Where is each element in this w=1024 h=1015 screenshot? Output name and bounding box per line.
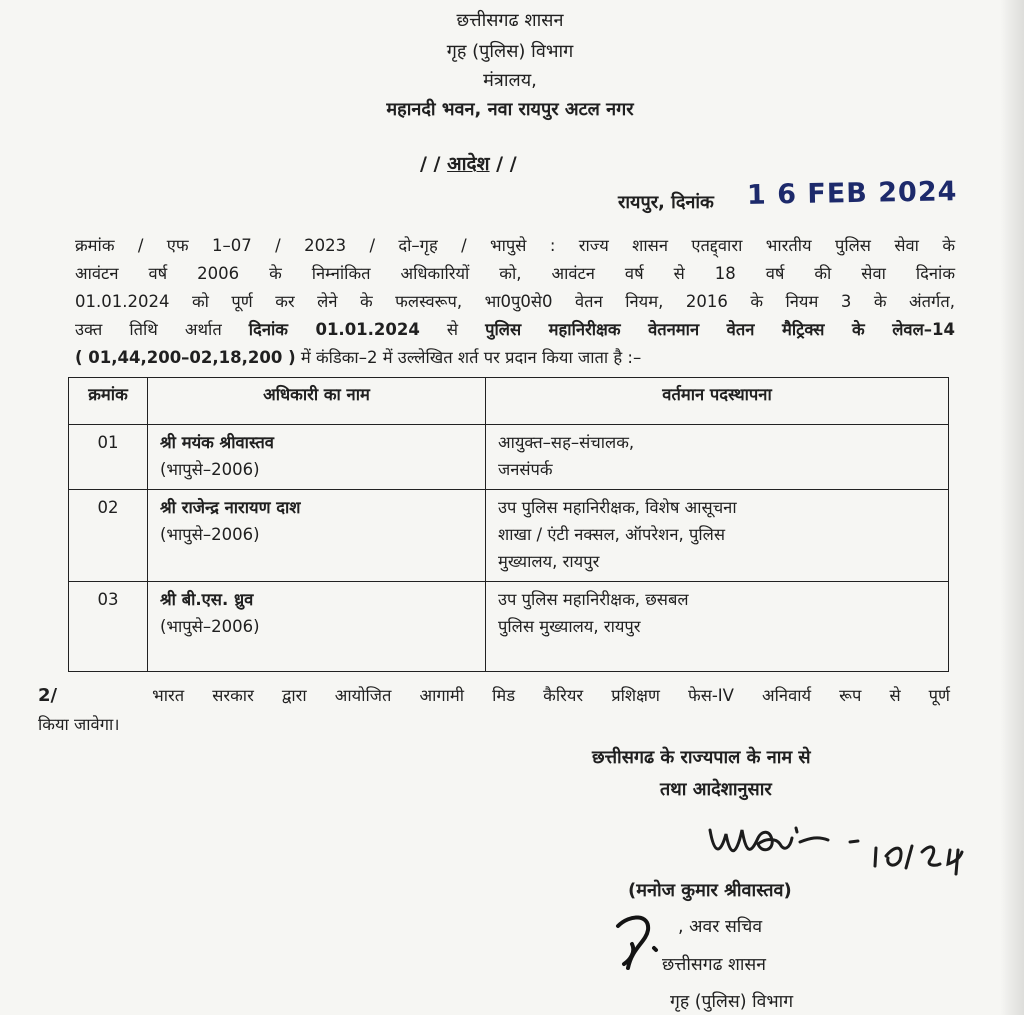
handwritten-signature [700, 808, 1000, 878]
para2-number: 2/ [38, 685, 58, 706]
page-edge-shadow [1000, 0, 1024, 1015]
table-row [69, 582, 949, 672]
header-department: गृह (पुलिस) विभाग [446, 41, 574, 62]
header-ministry: मंत्रालय, [483, 70, 537, 91]
row-serial: 01 [69, 425, 148, 490]
posting-line-3: मुख्यालय, रायपुर [498, 552, 600, 571]
para1-line-5 [75, 344, 955, 372]
para1-line-1: क्रमांक / एफ 1–07 / 2023 / दो–गृह / भापुसे : राज्य शासन एतद्द्वारा भारतीय पुलिस सेवा के [75, 236, 955, 255]
para1-pay-range: ( 01,44,200–02,18,200 ) [75, 348, 296, 367]
officer-service: (भापुसे–2006) [160, 617, 260, 636]
posting-line-1: आयुक्त–सह–संचालक, [498, 433, 635, 452]
officer-name: श्री बी.एस. ध्रुव [160, 590, 254, 609]
row-serial: 02 [69, 490, 148, 582]
posting-line-2: पुलिस मुख्यालय, रायपुर [498, 617, 641, 636]
signatory-name: (मनोज कुमार श्रीवास्तव) [628, 880, 792, 901]
table-header-row [69, 378, 949, 425]
initials-mark [610, 908, 670, 978]
para1-l5-text: में कंडिका–2 में उल्लेखित शर्त पर प्रदान किया जाता है :– [295, 348, 642, 367]
officer-service: (भापुसे–2006) [160, 525, 260, 544]
place-date-label: रायपुर, दिनांक [618, 192, 714, 213]
table-row [69, 490, 949, 582]
para2-line-2: किया जावेगा। [38, 715, 120, 734]
para1-effective-date: दिनांक 01.01.2024 [248, 320, 420, 339]
para1-line-3: 01.01.2024 को पूर्ण कर लेने के फलस्वरूप, भा0पु0से0 वेतन नियम, 2016 के नियम 3 के अंतर्गत, [75, 292, 955, 311]
order-title [420, 150, 517, 176]
row-posting [486, 490, 949, 582]
para1-pay-level: पुलिस महानिरीक्षक वेतनमान वेतन मैट्रिक्स के लेवल–14 [485, 320, 955, 339]
para2-text: भारत सरकार द्वारा आयोजित आगामी मिड कैरियर प्रशिक्षण फेस-IV अनिवार्य रूप से पूर्ण [152, 686, 950, 705]
para1-l4-text: उक्त तिथि अर्थात [75, 320, 249, 339]
order-title-prefix: / / [420, 153, 448, 175]
signatory-department: गृह (पुलिस) विभाग [670, 992, 794, 1012]
row-officer [148, 425, 486, 490]
posting-line-1: उप पुलिस महानिरीक्षक, विशेष आसूचना [498, 498, 737, 517]
signature-order-line: तथा आदेशानुसार [660, 779, 772, 800]
signature-authority-line: छत्तीसगढ के राज्यपाल के नाम से [592, 747, 811, 768]
posting-line-2: शाखा / एंटी नक्सल, ऑपरेशन, पुलिस [498, 525, 726, 544]
posting-line-2: जनसंपर्क [498, 460, 553, 479]
header-government: छत्तीसगढ शासन [456, 10, 564, 31]
date-stamp: 1 6 FEB 2024 [746, 176, 958, 211]
officer-name: श्री राजेन्द्र नारायण दाश [160, 498, 301, 517]
signatory-designation: , अवर सचिव [678, 917, 763, 937]
para1-l4-joiner: से [419, 320, 486, 339]
col-header-posting: वर्तमान पदस्थापना [486, 378, 949, 425]
table-row [69, 425, 949, 490]
order-paragraph-1 [75, 232, 955, 372]
officers-table [68, 377, 949, 672]
row-posting [486, 425, 949, 490]
para2-line-1 [38, 681, 950, 710]
col-header-serial: क्रमांक [69, 378, 148, 425]
row-serial: 03 [69, 582, 148, 672]
order-paragraph-2 [38, 681, 950, 739]
row-posting [486, 582, 949, 672]
officer-name: श्री मयंक श्रीवास्तव [160, 433, 274, 452]
row-officer [148, 490, 486, 582]
signatory-government: छत्तीसगढ शासन [662, 955, 766, 975]
posting-line-1: उप पुलिस महानिरीक्षक, छसबल [498, 590, 689, 609]
para1-line-4 [75, 316, 955, 344]
header-address: महानदी भवन, नवा रायपुर अटल नगर [386, 99, 634, 120]
order-title-word: आदेश [447, 153, 490, 175]
para1-line-2: आवंटन वर्ष 2006 के निम्नांकित अधिकारियों को, आवंटन वर्ष से 18 वर्ष की सेवा दिनांक [75, 264, 955, 283]
col-header-name: अधिकारी का नाम [148, 378, 486, 425]
order-title-suffix: / / [489, 153, 517, 175]
officer-service: (भापुसे–2006) [160, 460, 260, 479]
row-officer [148, 582, 486, 672]
